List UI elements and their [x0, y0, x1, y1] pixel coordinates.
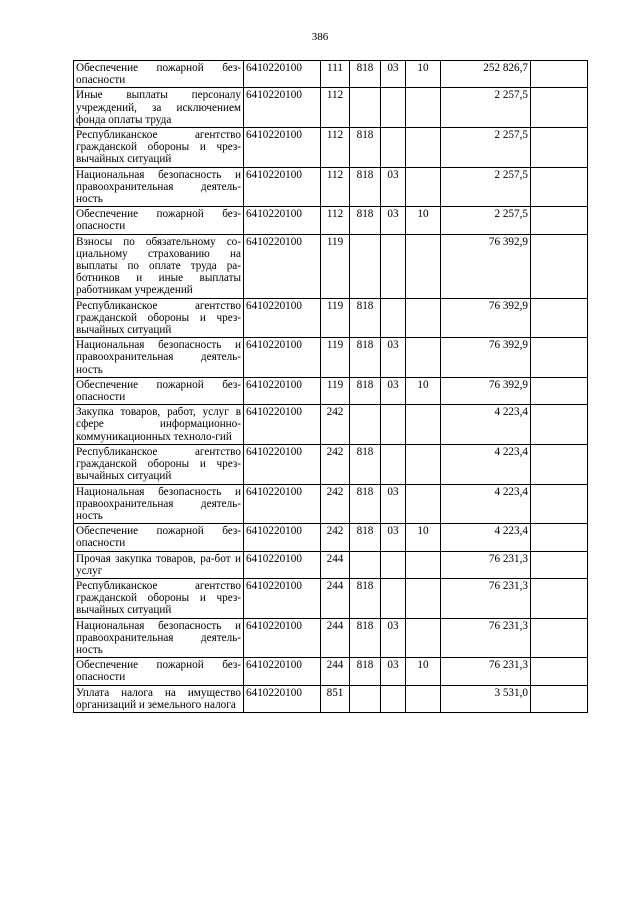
row-section-cell: 03	[381, 207, 406, 234]
row-admin-code-cell	[350, 405, 381, 445]
row-name-cell: Республиканское агентство гражданской обороны и чрез-вычайных ситуаций	[74, 298, 244, 338]
row-amount-cell: 2 257,5	[441, 167, 531, 207]
row-subsection-cell	[406, 167, 441, 207]
row-target-code-cell: 6410220100	[244, 524, 321, 551]
row-name-cell: Иные выплаты персоналу учреждений, за исключением фонда оплаты труда	[74, 88, 244, 128]
table-row	[74, 338, 588, 378]
row-admin-code-cell: 818	[350, 444, 381, 484]
row-admin-code-cell: 818	[350, 578, 381, 618]
table-row	[74, 524, 588, 551]
row-name-cell: Взносы по обязательному со-циальному страхованию на выплаты по оплате труда ра-ботников и иные выплаты работникам учреждений	[74, 234, 244, 298]
row-admin-code-cell	[350, 88, 381, 128]
row-name-cell: Обеспечение пожарной без-опасности	[74, 524, 244, 551]
row-empty-cell	[531, 61, 588, 88]
row-name-cell: Обеспечение пожарной без-опасности	[74, 207, 244, 234]
row-amount-cell: 2 257,5	[441, 88, 531, 128]
row-admin-code-cell: 818	[350, 128, 381, 168]
table-row	[74, 61, 588, 88]
row-subsection-cell	[406, 578, 441, 618]
row-amount-cell: 76 231,3	[441, 551, 531, 578]
row-target-code-cell: 6410220100	[244, 551, 321, 578]
row-admin-code-cell: 818	[350, 167, 381, 207]
row-section-cell	[381, 444, 406, 484]
row-empty-cell	[531, 207, 588, 234]
row-name-cell: Национальная безопасность и правоохранительная деятель-ность	[74, 167, 244, 207]
row-name-cell: Национальная безопасность и правоохранительная деятель-ность	[74, 618, 244, 658]
row-expense-type-cell: 242	[321, 405, 350, 445]
row-amount-cell: 76 231,3	[441, 578, 531, 618]
row-target-code-cell: 6410220100	[244, 338, 321, 378]
row-admin-code-cell: 818	[350, 298, 381, 338]
row-subsection-cell	[406, 484, 441, 524]
row-empty-cell	[531, 658, 588, 685]
row-amount-cell: 76 392,9	[441, 234, 531, 298]
row-section-cell: 03	[381, 61, 406, 88]
row-admin-code-cell	[350, 551, 381, 578]
row-expense-type-cell: 244	[321, 658, 350, 685]
row-section-cell	[381, 88, 406, 128]
row-name-cell: Республиканское агентство гражданской обороны и чрез-вычайных ситуаций	[74, 578, 244, 618]
table-row	[74, 128, 588, 168]
row-section-cell: 03	[381, 338, 406, 378]
row-expense-type-cell: 119	[321, 234, 350, 298]
table-row	[74, 377, 588, 404]
row-target-code-cell: 6410220100	[244, 405, 321, 445]
table-row	[74, 578, 588, 618]
row-target-code-cell: 6410220100	[244, 298, 321, 338]
row-target-code-cell: 6410220100	[244, 685, 321, 712]
row-expense-type-cell: 112	[321, 128, 350, 168]
row-section-cell: 03	[381, 524, 406, 551]
row-section-cell: 03	[381, 658, 406, 685]
row-section-cell	[381, 405, 406, 445]
row-admin-code-cell: 818	[350, 338, 381, 378]
row-target-code-cell: 6410220100	[244, 88, 321, 128]
row-subsection-cell	[406, 88, 441, 128]
row-subsection-cell: 10	[406, 61, 441, 88]
table-row	[74, 484, 588, 524]
row-expense-type-cell: 112	[321, 207, 350, 234]
row-amount-cell: 4 223,4	[441, 405, 531, 445]
row-empty-cell	[531, 578, 588, 618]
row-expense-type-cell: 242	[321, 484, 350, 524]
row-expense-type-cell: 242	[321, 444, 350, 484]
row-section-cell	[381, 234, 406, 298]
row-admin-code-cell: 818	[350, 484, 381, 524]
row-target-code-cell: 6410220100	[244, 207, 321, 234]
table-row	[74, 685, 588, 712]
row-admin-code-cell: 818	[350, 618, 381, 658]
table-row	[74, 551, 588, 578]
table-row	[74, 658, 588, 685]
row-amount-cell: 2 257,5	[441, 128, 531, 168]
row-empty-cell	[531, 167, 588, 207]
row-amount-cell: 4 223,4	[441, 484, 531, 524]
row-expense-type-cell: 244	[321, 578, 350, 618]
table-row	[74, 298, 588, 338]
row-section-cell	[381, 578, 406, 618]
row-name-cell: Республиканское агентство гражданской обороны и чрез-вычайных ситуаций	[74, 444, 244, 484]
row-empty-cell	[531, 618, 588, 658]
row-amount-cell: 76 392,9	[441, 338, 531, 378]
row-name-cell: Обеспечение пожарной без-опасности	[74, 377, 244, 404]
table-row	[74, 444, 588, 484]
row-section-cell	[381, 685, 406, 712]
row-section-cell: 03	[381, 377, 406, 404]
row-subsection-cell	[406, 405, 441, 445]
row-admin-code-cell	[350, 234, 381, 298]
row-expense-type-cell: 119	[321, 377, 350, 404]
row-subsection-cell	[406, 551, 441, 578]
row-expense-type-cell: 119	[321, 338, 350, 378]
row-admin-code-cell	[350, 685, 381, 712]
row-target-code-cell: 6410220100	[244, 618, 321, 658]
row-expense-type-cell: 851	[321, 685, 350, 712]
row-subsection-cell	[406, 444, 441, 484]
row-target-code-cell: 6410220100	[244, 61, 321, 88]
row-amount-cell: 4 223,4	[441, 444, 531, 484]
row-name-cell: Прочая закупка товаров, ра-бот и услуг	[74, 551, 244, 578]
row-name-cell: Национальная безопасность и правоохранительная деятель-ность	[74, 338, 244, 378]
table-row	[74, 618, 588, 658]
row-expense-type-cell: 244	[321, 618, 350, 658]
row-expense-type-cell: 112	[321, 88, 350, 128]
row-subsection-cell: 10	[406, 207, 441, 234]
row-section-cell: 03	[381, 167, 406, 207]
row-section-cell	[381, 128, 406, 168]
row-amount-cell: 4 223,4	[441, 524, 531, 551]
row-subsection-cell	[406, 338, 441, 378]
row-subsection-cell: 10	[406, 377, 441, 404]
table-row	[74, 167, 588, 207]
budget-table	[73, 60, 588, 713]
row-name-cell: Обеспечение пожарной без-опасности	[74, 658, 244, 685]
row-empty-cell	[531, 298, 588, 338]
row-section-cell	[381, 298, 406, 338]
row-subsection-cell: 10	[406, 524, 441, 551]
row-admin-code-cell: 818	[350, 524, 381, 551]
row-subsection-cell	[406, 128, 441, 168]
row-target-code-cell: 6410220100	[244, 234, 321, 298]
row-target-code-cell: 6410220100	[244, 578, 321, 618]
row-empty-cell	[531, 685, 588, 712]
row-name-cell: Уплата налога на имущество организаций и земельного налога	[74, 685, 244, 712]
row-empty-cell	[531, 338, 588, 378]
row-target-code-cell: 6410220100	[244, 167, 321, 207]
row-admin-code-cell: 818	[350, 61, 381, 88]
row-section-cell: 03	[381, 618, 406, 658]
row-empty-cell	[531, 484, 588, 524]
row-admin-code-cell: 818	[350, 658, 381, 685]
row-empty-cell	[531, 444, 588, 484]
row-subsection-cell: 10	[406, 658, 441, 685]
table-row	[74, 207, 588, 234]
row-target-code-cell: 6410220100	[244, 658, 321, 685]
row-section-cell: 03	[381, 484, 406, 524]
row-empty-cell	[531, 128, 588, 168]
row-section-cell	[381, 551, 406, 578]
row-empty-cell	[531, 405, 588, 445]
row-name-cell: Республиканское агентство гражданской обороны и чрез-вычайных ситуаций	[74, 128, 244, 168]
row-empty-cell	[531, 524, 588, 551]
row-subsection-cell	[406, 298, 441, 338]
row-empty-cell	[531, 377, 588, 404]
row-amount-cell: 3 531,0	[441, 685, 531, 712]
row-empty-cell	[531, 234, 588, 298]
row-amount-cell: 2 257,5	[441, 207, 531, 234]
row-subsection-cell	[406, 618, 441, 658]
row-expense-type-cell: 111	[321, 61, 350, 88]
row-target-code-cell: 6410220100	[244, 444, 321, 484]
row-target-code-cell: 6410220100	[244, 484, 321, 524]
row-expense-type-cell: 112	[321, 167, 350, 207]
row-expense-type-cell: 242	[321, 524, 350, 551]
row-amount-cell: 76 392,9	[441, 377, 531, 404]
row-empty-cell	[531, 551, 588, 578]
row-amount-cell: 76 392,9	[441, 298, 531, 338]
row-target-code-cell: 6410220100	[244, 128, 321, 168]
table-row	[74, 88, 588, 128]
page-number: 386	[311, 31, 329, 43]
row-admin-code-cell: 818	[350, 207, 381, 234]
row-name-cell: Закупка товаров, работ, услуг в сфере информационно-коммуникационных техноло-гий	[74, 405, 244, 445]
row-admin-code-cell: 818	[350, 377, 381, 404]
table-row	[74, 405, 588, 445]
row-amount-cell: 76 231,3	[441, 618, 531, 658]
row-empty-cell	[531, 88, 588, 128]
row-subsection-cell	[406, 685, 441, 712]
row-subsection-cell	[406, 234, 441, 298]
row-name-cell: Обеспечение пожарной без-опасности	[74, 61, 244, 88]
row-amount-cell: 76 231,3	[441, 658, 531, 685]
row-expense-type-cell: 244	[321, 551, 350, 578]
row-expense-type-cell: 119	[321, 298, 350, 338]
row-amount-cell: 252 826,7	[441, 61, 531, 88]
table-row	[74, 234, 588, 298]
budget-table-body	[74, 61, 588, 713]
row-target-code-cell: 6410220100	[244, 377, 321, 404]
row-name-cell: Национальная безопасность и правоохранительная деятель-ность	[74, 484, 244, 524]
